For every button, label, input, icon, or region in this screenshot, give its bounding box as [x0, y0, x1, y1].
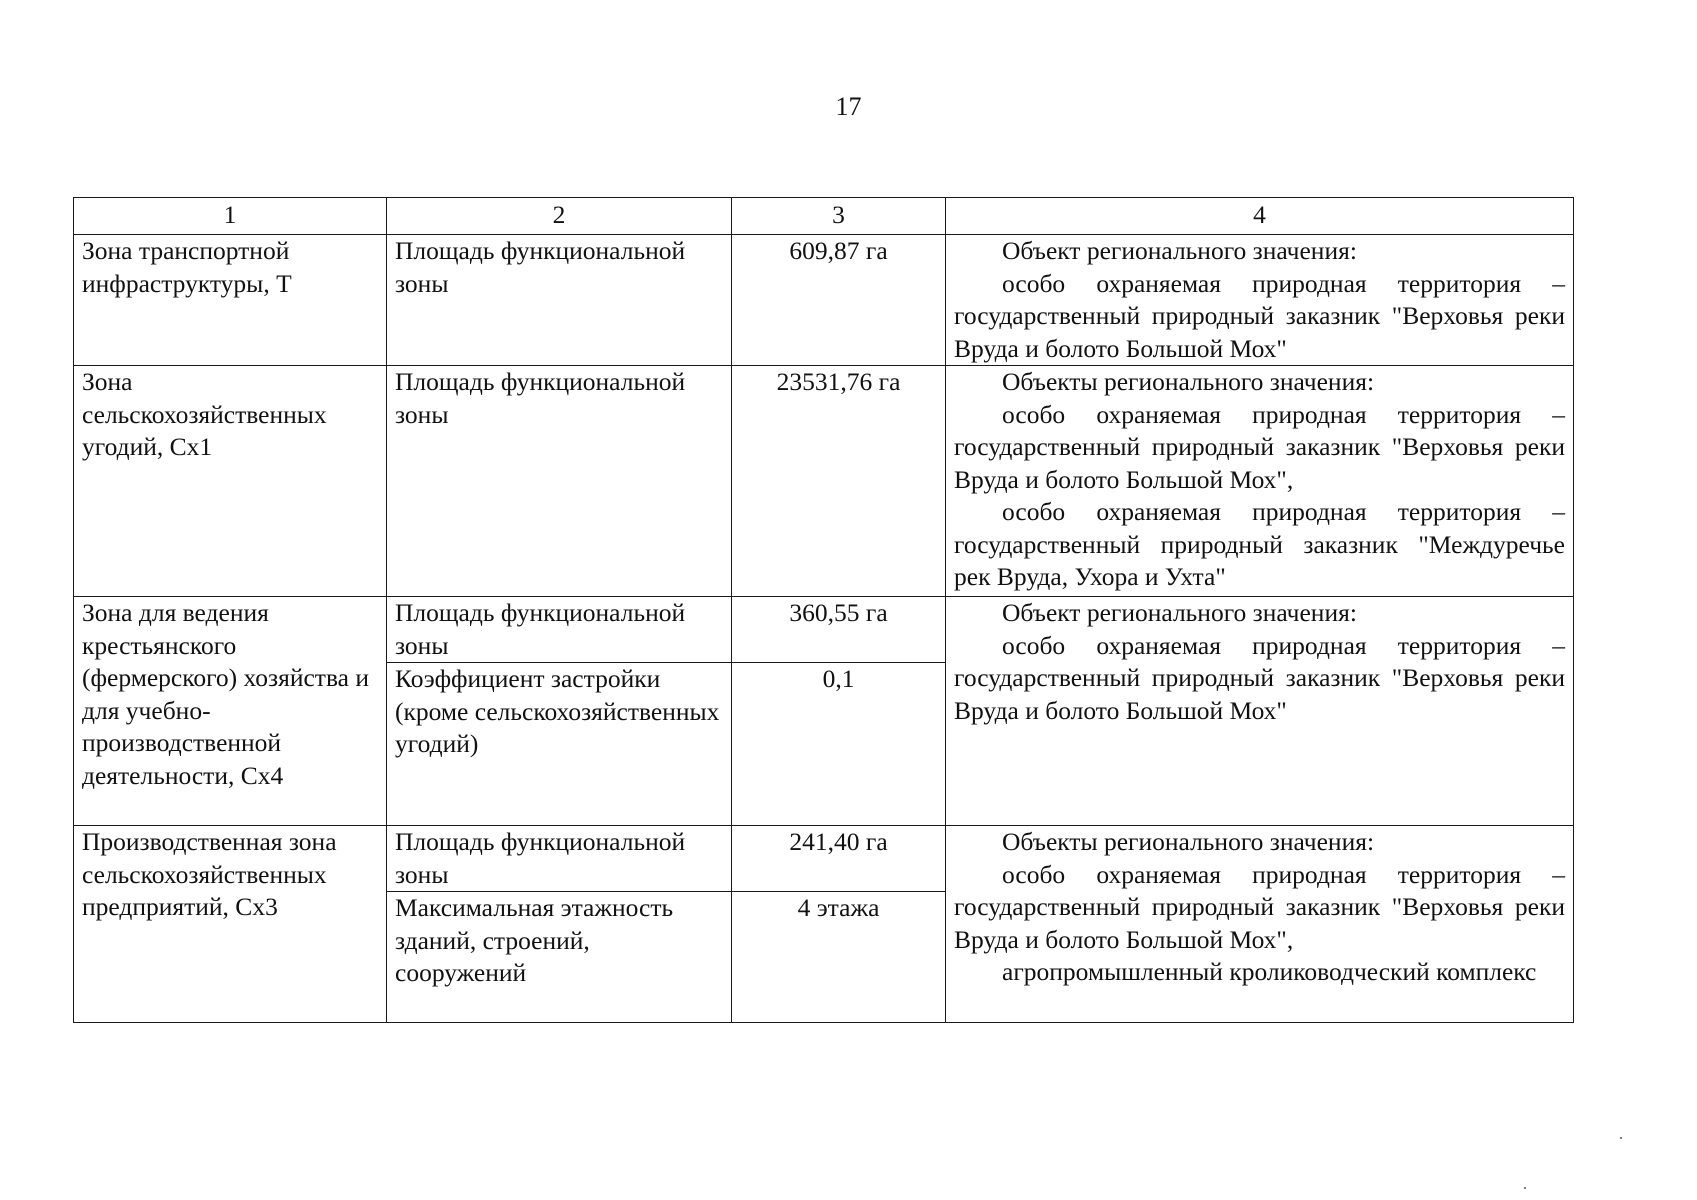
object-item: особо охраняемая природная территория – государственный природный заказник "Верховья реки Вруда и болото Большой Мох": [954, 268, 1565, 363]
functional-zones-table: [73, 197, 1574, 1023]
object-item: агропромышленный кролиководческий комплекс: [1002, 957, 1537, 986]
column-header-1: 1: [74, 198, 387, 235]
column-header-2: 2: [387, 198, 732, 235]
indicator-name-cell: Площадь функциональной зоны: [387, 235, 732, 366]
indicator-name-cell: Площадь функциональной зоны: [387, 826, 732, 892]
zone-name-cell: Производственная зона сельскохозяйственных предприятий, Сх3: [74, 826, 387, 1023]
object-item: особо охраняемая природная территория – государственный природный заказник "Верховья реки Вруда и болото Большой Мох": [954, 630, 1565, 725]
indicator-value-cell: 23531,76 га: [732, 366, 946, 597]
column-header-3: 3: [732, 198, 946, 235]
indicator-name-cell: Максимальная этажность зданий, строений, сооружений: [387, 892, 732, 1023]
scan-speck: [1620, 1137, 1622, 1139]
table-row: [74, 597, 1574, 663]
objects-heading: Объект регионального значения:: [1002, 598, 1357, 627]
column-header-4: 4: [946, 198, 1574, 235]
regional-objects-cell: [946, 366, 1574, 597]
indicator-value-cell: 0,1: [732, 663, 946, 826]
regional-objects-cell: [946, 826, 1574, 1023]
zone-name-cell: Зона сельскохозяйственных угодий, Сх1: [74, 366, 387, 597]
indicator-name-cell: Площадь функциональной зоны: [387, 366, 732, 597]
zone-name-cell: Зона для ведения крестьянского (фермерского) хозяйства и для учебно-производственной деятельности, Сх4: [74, 597, 387, 826]
indicator-value-cell: 241,40 га: [732, 826, 946, 892]
table-row: [74, 366, 1574, 597]
indicator-value-cell: 360,55 га: [732, 597, 946, 663]
scan-speck: [1524, 1187, 1526, 1189]
objects-heading: Объекты регионального значения:: [1002, 827, 1375, 856]
objects-heading: Объекты регионального значения:: [1002, 367, 1375, 396]
object-item: особо охраняемая природная территория – государственный природный заказник "Верховья реки Вруда и болото Большой Мох",: [954, 859, 1565, 954]
object-item: особо охраняемая природная территория – государственный природный заказник "Верховья реки Вруда и болото Большой Мох",: [954, 399, 1565, 494]
objects-heading: Объект регионального значения:: [1002, 236, 1357, 265]
regional-objects-cell: [946, 597, 1574, 826]
table-row: [74, 826, 1574, 892]
indicator-value-cell: 4 этажа: [732, 892, 946, 1023]
table-row: [74, 235, 1574, 366]
indicator-name-cell: Коэффициент застройки (кроме сельскохозяйственных угодий): [387, 663, 732, 826]
indicator-name-cell: Площадь функциональной зоны: [387, 597, 732, 663]
table-header-row: [74, 198, 1574, 235]
object-item: особо охраняемая природная территория – государственный природный заказник "Междуречье рек Вруда, Ухора и Ухта": [954, 497, 1565, 591]
zone-name-cell: Зона транспортной инфраструктуры, Т: [74, 235, 387, 366]
indicator-value-cell: 609,87 га: [732, 235, 946, 366]
page-number: 17: [835, 92, 862, 121]
regional-objects-cell: [946, 235, 1574, 366]
